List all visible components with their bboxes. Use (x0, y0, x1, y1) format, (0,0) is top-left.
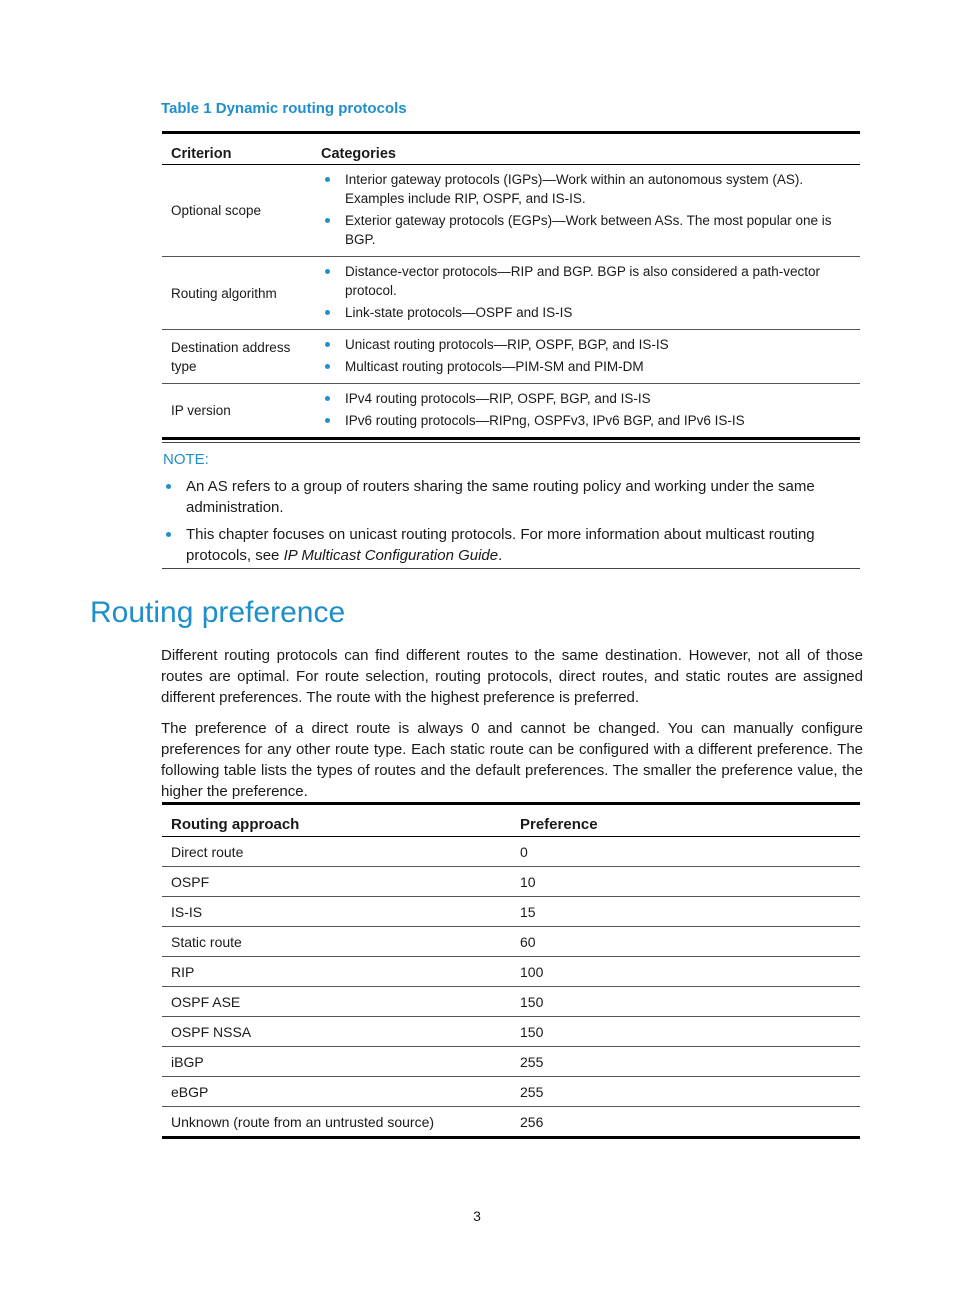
preference-cell: 150 (511, 987, 860, 1017)
note-bottom-rule (162, 568, 860, 569)
preference-cell: 150 (511, 1017, 860, 1047)
approach-cell: Direct route (162, 837, 511, 867)
table-row (162, 927, 860, 957)
approach-cell: Unknown (route from an untrusted source) (171, 1113, 435, 1130)
column-header-categories: Categories (312, 133, 860, 165)
note-item (186, 524, 860, 566)
column-header-criterion: Criterion (162, 133, 312, 165)
table-row (162, 165, 860, 257)
criterion-cell: Destination address type (162, 330, 312, 384)
table-header-row (162, 133, 860, 165)
table-row (162, 957, 860, 987)
preference-cell: 10 (511, 867, 860, 897)
approach-cell: RIP (162, 957, 511, 987)
criterion-cell: IP version (171, 403, 231, 418)
approach-cell: eBGP (162, 1077, 511, 1107)
approach-cell: OSPF ASE (162, 987, 511, 1017)
criterion-cell: Routing algorithm (162, 257, 312, 330)
note-label: NOTE: (163, 451, 209, 468)
category-item: Exterior gateway protocols (EGPs)—Work between ASs. The most popular one is BGP. (345, 211, 851, 249)
table-row (162, 837, 860, 867)
category-item: Unicast routing protocols—RIP, OSPF, BGP, and IS-IS (345, 335, 851, 354)
column-header-routing-approach: Routing approach (162, 804, 511, 837)
approach-cell: OSPF NSSA (162, 1017, 511, 1047)
note-text: This chapter focuses on unicast routing protocols. For more information about multicast routing protocols, see (186, 526, 815, 564)
guide-reference: IP Multicast Configuration Guide (283, 547, 499, 564)
note-top-rule (162, 442, 860, 443)
column-header-preference: Preference (511, 804, 860, 837)
preference-cell: 0 (511, 837, 860, 867)
preference-cell: 255 (511, 1077, 860, 1107)
approach-cell: OSPF (162, 867, 511, 897)
category-item: Interior gateway protocols (IGPs)—Work within an autonomous system (AS). Examples include RIP, OSPF, and IS-IS. (345, 170, 851, 208)
categories-cell (312, 257, 860, 330)
table-row (162, 867, 860, 897)
table-row (162, 1077, 860, 1107)
category-item: Link-state protocols—OSPF and IS-IS (345, 303, 851, 322)
section-title: Routing preference (90, 596, 346, 629)
body-paragraph: Different routing protocols can find different routes to the same destination. However, not all of those routes are optimal. For route selection, routing protocols, direct routes, and static routes are assigned different preferences. The route with the highest preference is preferred. (161, 647, 863, 706)
approach-cell: iBGP (162, 1047, 511, 1077)
category-item: Multicast routing protocols—PIM-SM and PIM-DM (345, 357, 851, 376)
dynamic-routing-protocols-table (162, 131, 860, 440)
page-number: 3 (473, 1208, 481, 1224)
category-item: IPv6 routing protocols—RIPng, OSPFv3, IPv6 BGP, and IPv6 IS-IS (345, 411, 851, 430)
table-row (162, 330, 860, 384)
categories-cell (312, 330, 860, 384)
table-row (162, 1047, 860, 1077)
criterion-cell: Optional scope (162, 165, 312, 257)
categories-cell (312, 165, 860, 257)
note-text-end: . (498, 547, 503, 564)
preference-cell: 255 (511, 1047, 860, 1077)
routing-preference-table (162, 802, 860, 1139)
table-row (162, 1107, 860, 1138)
category-item: Distance-vector protocols—RIP and BGP. BGP is also considered a path-vector protocol. (345, 262, 851, 300)
table-caption: Table 1 Dynamic routing protocols (161, 100, 407, 117)
category-item: IPv4 routing protocols—RIP, OSPF, BGP, and IS-IS (345, 389, 851, 408)
table-header-row (162, 804, 860, 837)
preference-cell: 60 (511, 927, 860, 957)
table-row (162, 1017, 860, 1047)
table-row (162, 987, 860, 1017)
approach-cell: IS-IS (162, 897, 511, 927)
table-row (162, 897, 860, 927)
table-row (162, 257, 860, 330)
body-paragraph: The preference of a direct route is always 0 and cannot be changed. You can manually configure preferences for any other route type. Each static route can be configured with a different preference. The following table lists the types of routes and the default preferences. The smaller the preference value, the higher the preference. (161, 720, 863, 800)
preference-cell: 15 (511, 897, 860, 927)
approach-cell: Static route (162, 927, 511, 957)
note-item: An AS refers to a group of routers sharing the same routing policy and working under the same administration. (186, 476, 860, 518)
preference-cell: 256 (520, 1113, 544, 1130)
table-row (162, 384, 860, 439)
preference-cell: 100 (511, 957, 860, 987)
note-list (162, 476, 860, 572)
categories-cell (312, 384, 860, 439)
